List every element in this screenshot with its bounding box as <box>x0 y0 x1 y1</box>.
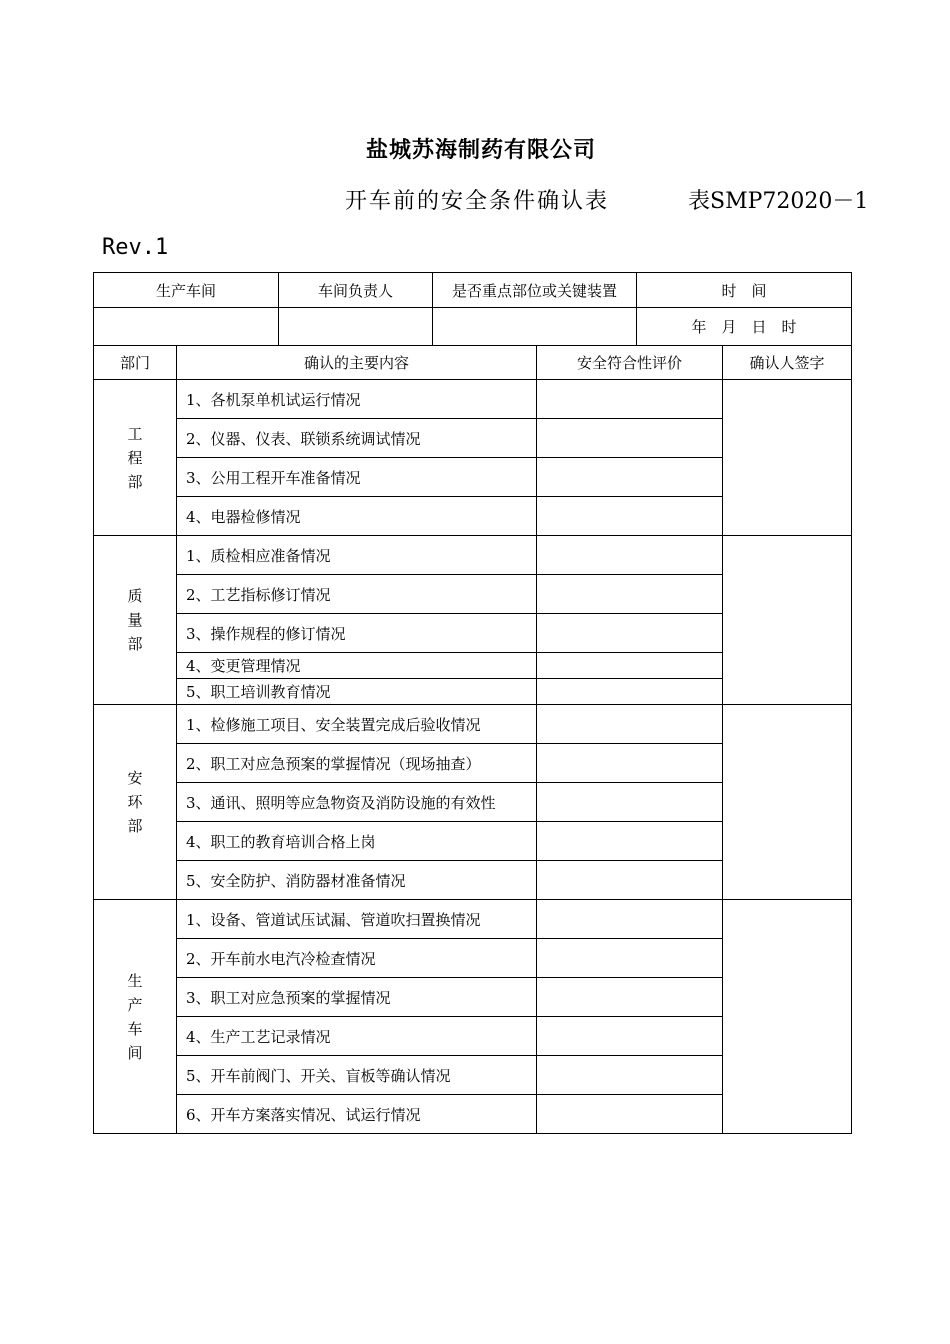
dept-char: 间 <box>127 1043 143 1062</box>
evaluation-cell[interactable] <box>537 1017 723 1056</box>
evaluation-cell[interactable] <box>537 822 723 861</box>
signature-cell[interactable] <box>723 900 852 1134</box>
check-item: 5、安全防护、消防器材准备情况 <box>177 861 537 900</box>
evaluation-cell[interactable] <box>537 1095 723 1134</box>
column-header-signature: 确认人签字 <box>723 346 852 380</box>
evaluation-cell[interactable] <box>537 536 723 575</box>
signature-cell[interactable] <box>723 705 852 900</box>
evaluation-cell[interactable] <box>537 679 723 705</box>
dept-char: 工 <box>127 424 143 443</box>
dept-char: 生 <box>127 971 143 990</box>
table-row <box>94 900 852 939</box>
header-manager-label: 车间负责人 <box>279 273 433 308</box>
evaluation-cell[interactable] <box>537 1056 723 1095</box>
evaluation-cell[interactable] <box>537 705 723 744</box>
dept-char: 量 <box>127 611 143 629</box>
check-item: 4、生产工艺记录情况 <box>177 1017 537 1056</box>
dept-char: 部 <box>127 472 143 491</box>
manager-value-cell[interactable] <box>279 308 433 346</box>
check-item: 4、电器检修情况 <box>177 497 537 536</box>
column-header-row <box>94 346 852 380</box>
check-item: 3、公用工程开车准备情况 <box>177 458 537 497</box>
header-info-table <box>93 272 852 346</box>
check-item: 2、开车前水电汽冷检查情况 <box>177 939 537 978</box>
signature-cell[interactable] <box>723 536 852 705</box>
check-item: 5、职工培训教育情况 <box>177 679 537 705</box>
table-row <box>94 536 852 575</box>
dept-cell <box>94 705 177 900</box>
evaluation-cell[interactable] <box>537 861 723 900</box>
dept-char: 部 <box>127 635 143 653</box>
evaluation-cell[interactable] <box>537 653 723 679</box>
evaluation-cell[interactable] <box>537 575 723 614</box>
key-device-value-cell[interactable] <box>433 308 637 346</box>
check-item: 1、设备、管道试压试漏、管道吹扫置换情况 <box>177 900 537 939</box>
dept-char: 程 <box>127 448 143 467</box>
check-item: 1、各机泵单机试运行情况 <box>177 380 537 419</box>
check-item: 2、职工对应急预案的掌握情况（现场抽查） <box>177 744 537 783</box>
dept-char: 部 <box>127 817 143 835</box>
check-item: 1、检修施工项目、安全装置完成后验收情况 <box>177 705 537 744</box>
evaluation-cell[interactable] <box>537 497 723 536</box>
header-workshop-label: 生产车间 <box>94 273 279 308</box>
dept-char: 质 <box>127 587 143 605</box>
check-item: 6、开车方案落实情况、试运行情况 <box>177 1095 537 1134</box>
evaluation-cell[interactable] <box>537 939 723 978</box>
column-header-dept: 部门 <box>94 346 177 380</box>
evaluation-cell[interactable] <box>537 458 723 497</box>
time-value-cell[interactable]: 年 月 日 时 <box>637 308 852 346</box>
company-name: 盐城苏海制药有限公司 <box>365 137 596 163</box>
form-code: 表SMP72020－1 <box>688 189 869 214</box>
dept-cell <box>94 380 177 536</box>
check-item: 1、质检相应准备情况 <box>177 536 537 575</box>
check-item: 4、职工的教育培训合格上岗 <box>177 822 537 861</box>
header-key-device-label: 是否重点部位或关键装置 <box>433 273 637 308</box>
table-row <box>94 705 852 744</box>
check-item: 3、通讯、照明等应急物资及消防设施的有效性 <box>177 783 537 822</box>
check-item: 3、操作规程的修订情况 <box>177 614 537 653</box>
evaluation-cell[interactable] <box>537 978 723 1017</box>
dept-char: 车 <box>127 1019 143 1038</box>
check-item: 4、变更管理情况 <box>177 653 537 679</box>
evaluation-cell[interactable] <box>537 419 723 458</box>
table-row <box>94 380 852 419</box>
dept-cell <box>94 536 177 705</box>
evaluation-cell[interactable] <box>537 783 723 822</box>
column-header-evaluation: 安全符合性评价 <box>537 346 723 380</box>
dept-cell <box>94 900 177 1134</box>
signature-cell[interactable] <box>723 380 852 536</box>
column-header-content: 确认的主要内容 <box>177 346 537 380</box>
dept-char: 环 <box>127 793 143 811</box>
evaluation-cell[interactable] <box>537 380 723 419</box>
confirmation-table <box>93 345 852 1134</box>
check-item: 5、开车前阀门、开关、盲板等确认情况 <box>177 1056 537 1095</box>
check-item: 2、仪器、仪表、联锁系统调试情况 <box>177 419 537 458</box>
workshop-value-cell[interactable] <box>94 308 279 346</box>
dept-char: 安 <box>127 769 143 787</box>
confirmation-table-body <box>94 346 852 1134</box>
evaluation-cell[interactable] <box>537 900 723 939</box>
header-time-label: 时 间 <box>637 273 852 308</box>
evaluation-cell[interactable] <box>537 744 723 783</box>
revision-label: Rev.1 <box>102 235 169 260</box>
dept-char: 产 <box>127 995 143 1014</box>
check-item: 3、职工对应急预案的掌握情况 <box>177 978 537 1017</box>
check-item: 2、工艺指标修订情况 <box>177 575 537 614</box>
form-title: 开车前的安全条件确认表 <box>345 189 610 214</box>
evaluation-cell[interactable] <box>537 614 723 653</box>
